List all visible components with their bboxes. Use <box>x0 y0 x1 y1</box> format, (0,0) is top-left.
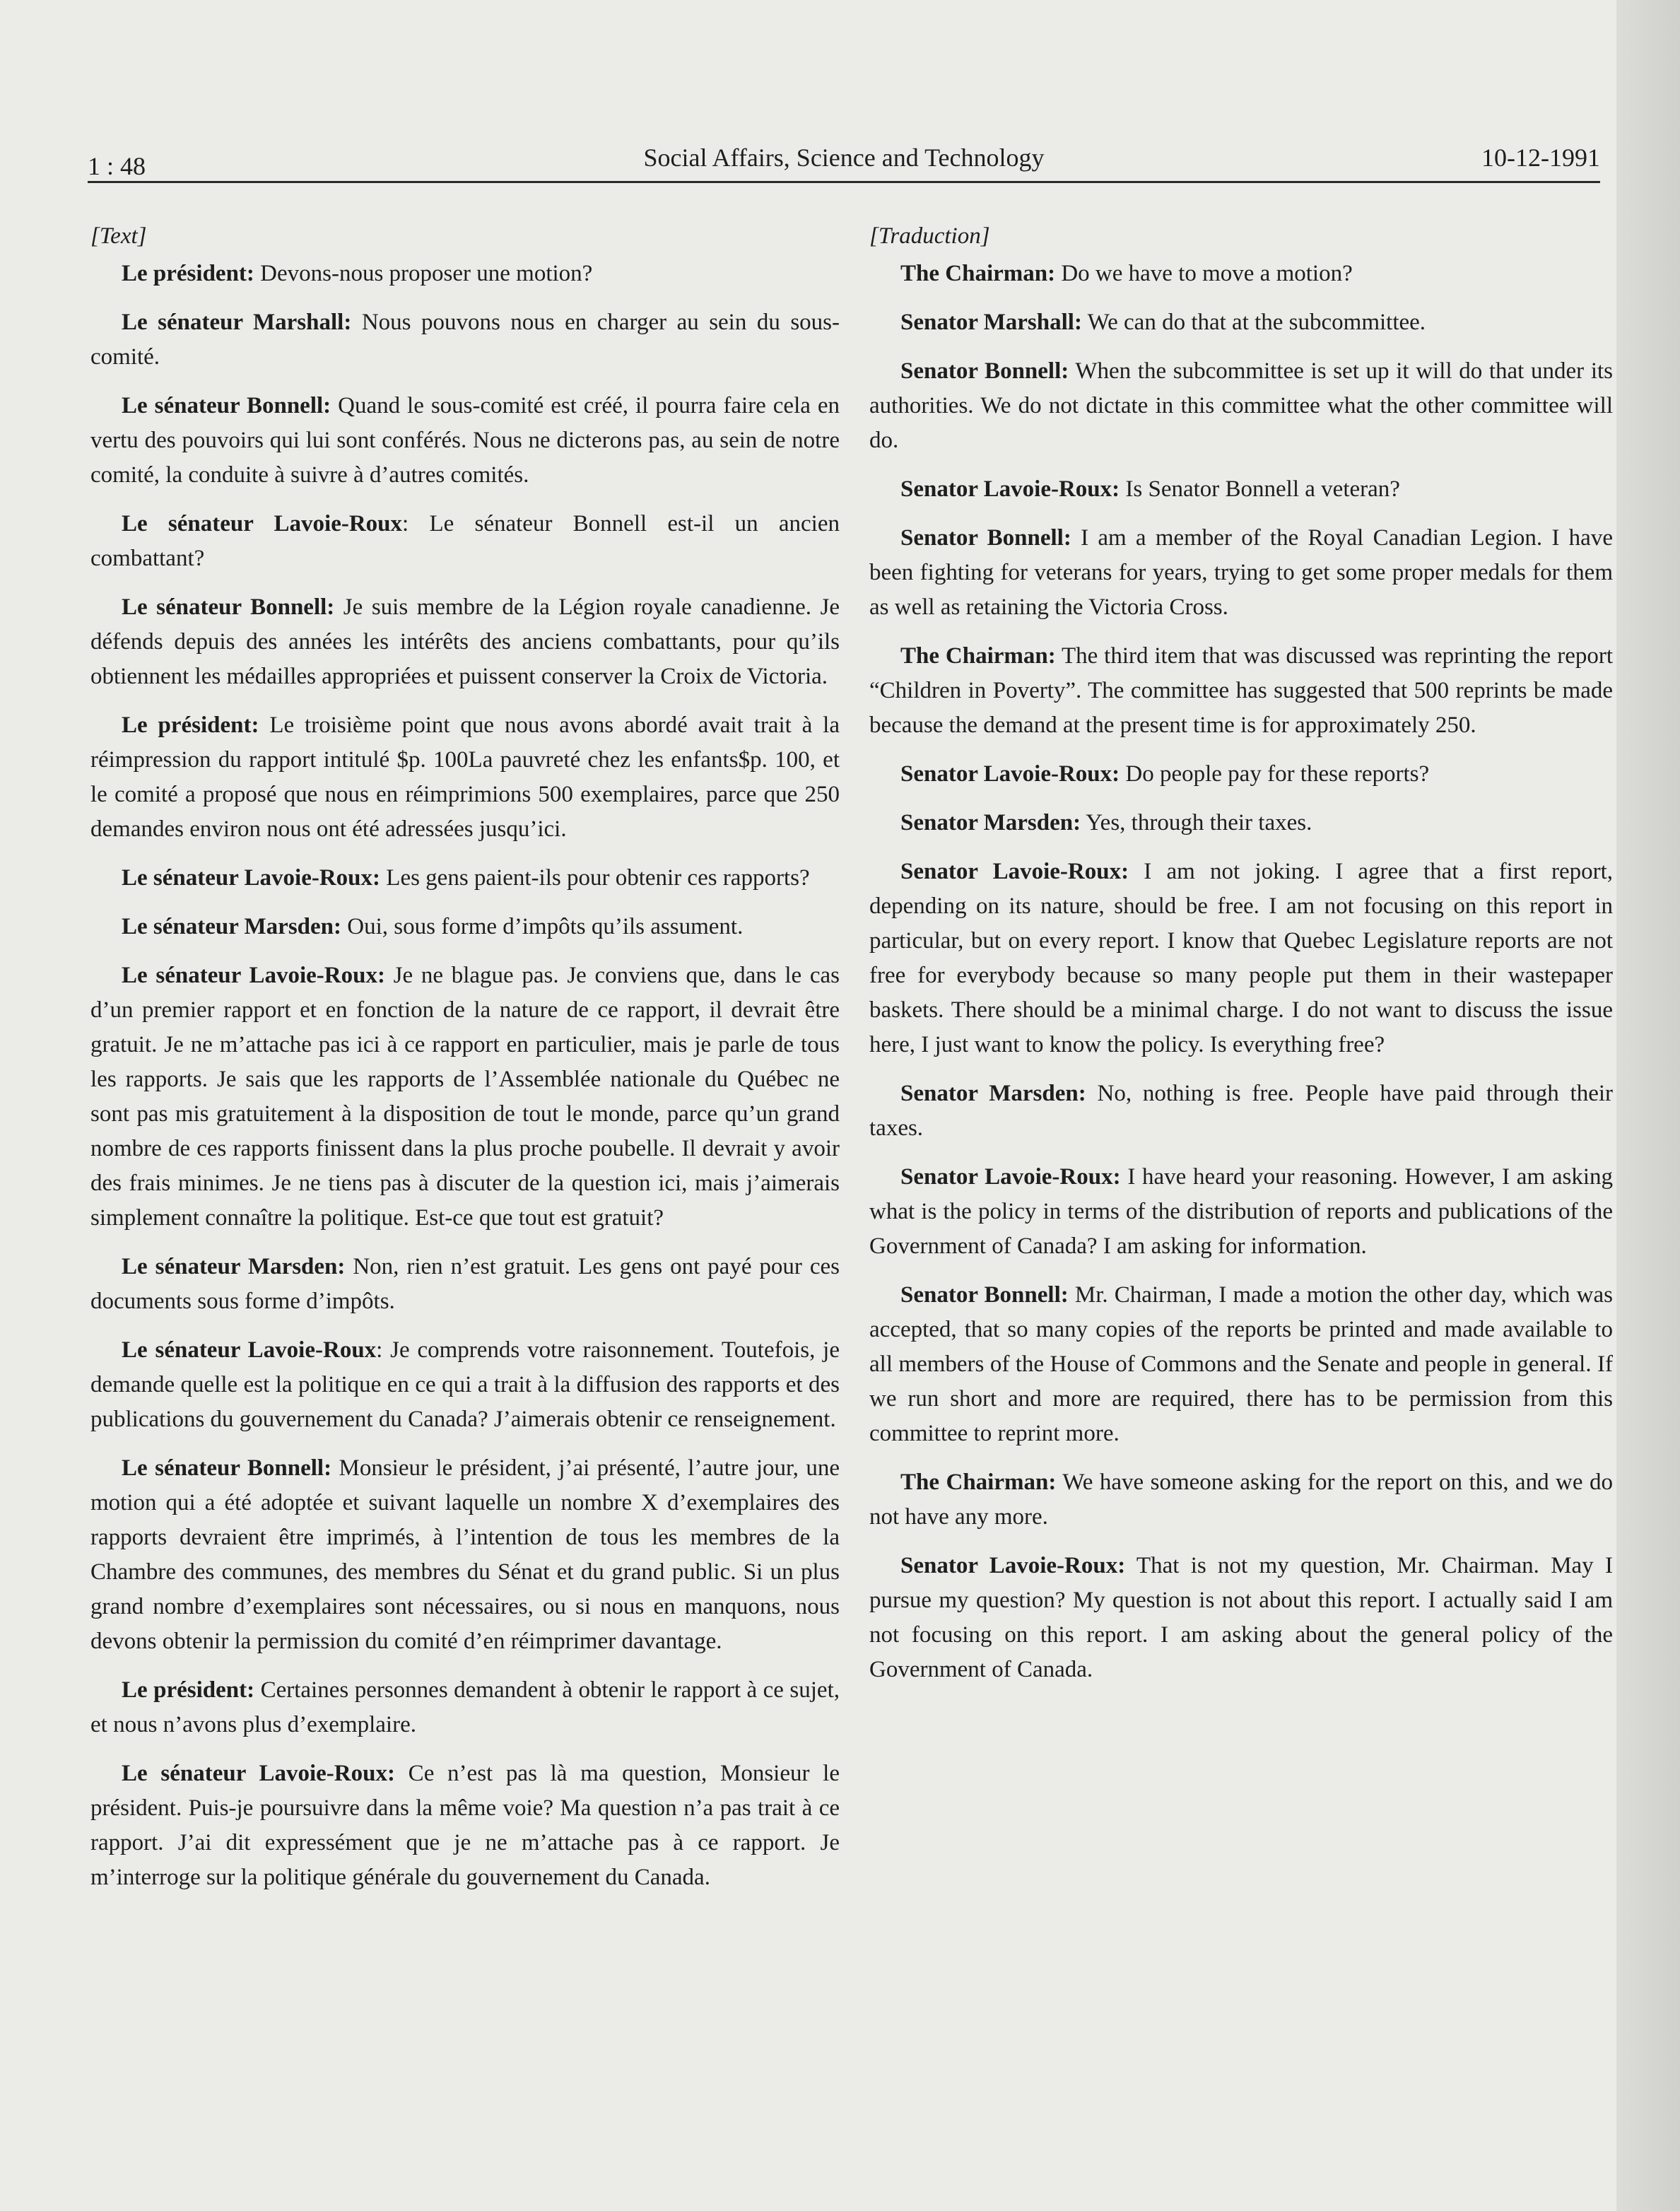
speech-text: Le troisième point que nous avons abordé avait trait à la réimpression du rapport intitulé $p. 100La pauvreté chez les enfants$p. 100, et le comité a proposé que nous en réimprimions 500 exemplaires, parce que 250 demandes environ nous ont été adressées jusqu’ici. <box>90 712 840 842</box>
speech-text: Is Senator Bonnell a veteran? <box>1120 476 1400 502</box>
speech-text: When the subcommittee is set up it will do that under its authorities. We do not dictate in this committee what the other committee will do. <box>869 358 1613 453</box>
speech-text: Quand le sous-comité est créé, il pourra faire cela en vertu des pouvoirs qui lui sont conférés. Nous ne dicterons pas, au sein de notre comité, la conduite à suivre à d’autres comités. <box>90 393 840 488</box>
speaker-name: Le sénateur Marsden: <box>122 914 342 939</box>
speech-text: Non, rien n’est gratuit. Les gens ont payé pour ces documents sous forme d’impôts. <box>90 1254 840 1314</box>
speech-text: Certaines personnes demandent à obtenir le rapport à ce sujet, et nous n’avons plus d’exemplaire. <box>90 1677 840 1737</box>
speaker-name: Le sénateur Lavoie-Roux: <box>122 1761 395 1786</box>
page-number: 1 : 48 <box>88 152 146 180</box>
speaker-name: Senator Lavoie-Roux: <box>900 1164 1121 1190</box>
speech-text: We can do that at the subcommittee. <box>1081 310 1426 335</box>
transcript-paragraph <box>90 389 840 493</box>
speaker-name: Le président: <box>122 1677 255 1703</box>
transcript-paragraph <box>90 257 840 291</box>
transcript-paragraph <box>869 1077 1613 1146</box>
transcript-paragraph <box>869 855 1613 1062</box>
speech-text: Oui, sous forme d’impôts qu’ils assument. <box>341 914 744 939</box>
speaker-name: Le sénateur Marsden: <box>122 1254 346 1279</box>
french-column <box>90 219 840 1909</box>
speech-text: We have someone asking for the report on this, and we do not have any more. <box>869 1470 1613 1530</box>
transcript-paragraph <box>869 639 1613 743</box>
running-title: Social Affairs, Science and Technology <box>643 143 1045 172</box>
speech-text: Do we have to move a motion? <box>1055 261 1353 286</box>
speech-text: Les gens paient-ils pour obtenir ces rapports? <box>380 865 810 891</box>
speaker-name: Senator Marsden: <box>900 810 1081 835</box>
transcript-paragraph <box>90 1757 840 1895</box>
transcript-paragraph <box>869 1160 1613 1264</box>
page-header <box>88 143 1600 182</box>
transcript-paragraph <box>869 521 1613 625</box>
transcript-paragraph <box>90 708 840 847</box>
speech-text: I am a member of the Royal Canadian Legion. I have been fighting for veterans for years, trying to get some proper medals for them as well as retaining the Victoria Cross. <box>869 525 1613 620</box>
transcript-paragraph <box>869 354 1613 458</box>
speaker-name: Senator Marsden: <box>900 1081 1086 1106</box>
speaker-name: The Chairman: <box>900 643 1056 669</box>
transcript-paragraph <box>869 806 1613 840</box>
speaker-name: Senator Bonnell: <box>900 1282 1069 1308</box>
transcript-paragraph <box>869 305 1613 340</box>
translation-marker: [Traduction] <box>869 223 990 249</box>
transcript-paragraph <box>869 257 1613 291</box>
speech-text: Nous pouvons nous en charger au sein du sous-comité. <box>90 310 840 370</box>
speaker-name: Senator Lavoie-Roux: <box>900 476 1120 502</box>
speaker-name: Senator Bonnell: <box>900 358 1069 384</box>
speaker-name: Le sénateur Lavoie-Roux: <box>122 963 385 988</box>
speech-text: Ce n’est pas là ma question, Monsieur le président. Puis-je poursuivre dans la même voie? Ma question n’a pas trait à ce rapport. J’ai dit expressément que je ne m’attache pas à ce rapport. Je m’interroge sur la politique générale du gouvernement du Canada. <box>90 1761 840 1890</box>
speaker-name: Senator Lavoie-Roux: <box>900 761 1120 787</box>
speech-text: Mr. Chairman, I made a motion the other day, which was accepted, that so many copies of the reports be printed and made available to all members of the House of Commons and the Senate and people in general. If we run short and more are required, there has to be permission from this committee to reprint more. <box>869 1282 1613 1446</box>
transcript-paragraph <box>90 910 840 944</box>
speech-text: Je ne blague pas. Je conviens que, dans le cas d’un premier rapport et en fonction de la nature de ce rapport, il devrait être gratuit. Je ne m’attache pas ici à ce rapport en particulier, mais je parle de tous les rapports. Je sais que les rapports de l’Assemblée nationale du Québec ne sont pas mis gratuitement à la disposition de tout le monde, parce qu’un grand nombre de ces rapports finissent dans la plus proche poubelle. Il devrait y avoir des frais minimes. Je ne tiens pas à discuter de la question ici, mais j’aimerais simplement connaître la politique. Est-ce que tout est gratuit? <box>90 963 840 1231</box>
transcript-paragraph <box>90 305 840 375</box>
transcript-paragraph <box>869 1278 1613 1451</box>
transcript-paragraph <box>90 1451 840 1659</box>
transcript-paragraph <box>90 1673 840 1742</box>
speech-text: Do people pay for these reports? <box>1120 761 1430 787</box>
speaker-name: The Chairman: <box>900 1470 1057 1495</box>
speaker-name: Senator Lavoie-Roux: <box>900 1553 1126 1578</box>
transcript-paragraph <box>90 507 840 576</box>
transcript-paragraph <box>869 757 1613 792</box>
speaker-name: Le sénateur Lavoie-Roux <box>122 511 403 536</box>
speaker-name: Le sénateur Marshall: <box>122 310 352 335</box>
transcript-paragraph <box>869 1465 1613 1535</box>
speaker-name: Le sénateur Bonnell: <box>122 594 335 620</box>
transcript-paragraph <box>90 590 840 694</box>
header-rule <box>88 181 1600 183</box>
speaker-name: Le sénateur Lavoie-Roux: <box>122 865 381 891</box>
speech-text: Devons-nous proposer une motion? <box>254 261 593 286</box>
page-date: 10-12-1991 <box>1481 143 1600 172</box>
english-column <box>869 219 1613 1701</box>
transcript-paragraph <box>869 472 1613 507</box>
transcript-paragraph <box>90 861 840 896</box>
transcript-paragraph <box>90 1333 840 1437</box>
speech-text: Yes, through their taxes. <box>1081 810 1312 835</box>
speech-text: Monsieur le président, j’ai présenté, l’autre jour, une motion qui a été adoptée et suivant laquelle un nombre X d’exemplaires des rapports devraient être imprimés, à l’intention de tous les membres de la Chambre des communes, des membres du Sénat et du grand public. Si un plus grand nombre d’exemplaires sont nécessaires, ou si nous en manquons, nous devons obtenir la permission du comité d’en réimprimer davantage. <box>90 1455 840 1654</box>
speech-text: I am not joking. I agree that a first report, depending on its nature, should be free. I am not focusing on this report in particular, but on every report. I know that Quebec Legislature reports are not free for everybody because so many people put them in their wastepaper baskets. There should be a minimal charge. I do not want to discuss the issue here, I just want to know the policy. Is everything free? <box>869 859 1613 1057</box>
speech-text: : Le sénateur Bonnell est-il un ancien combattant? <box>90 511 840 571</box>
speaker-name: Senator Bonnell: <box>900 525 1071 551</box>
speech-text: Je suis membre de la Légion royale canadienne. Je défends depuis des années les intérêts des anciens combattants, pour qu’ils obtiennent les médailles appropriées et puissent conserver la Croix de Victoria. <box>90 594 840 689</box>
speaker-name: Le sénateur Lavoie-Roux <box>122 1337 377 1363</box>
transcript-paragraph <box>90 1250 840 1319</box>
speech-text: That is not my question, Mr. Chairman. May I pursue my question? My question is not about this report. I actually said I am not focusing on this report. I am asking about the general policy of the Government of Canada. <box>869 1553 1613 1682</box>
speech-text: The third item that was discussed was reprinting the report “Children in Poverty”. The committee has suggested that 500 reprints be made because the demand at the present time is for approximately 250. <box>869 643 1613 738</box>
speech-text: : Je comprends votre raisonnement. Toutefois, je demande quelle est la politique en ce qui a trait à la diffusion des rapports et des publications du gouvernement du Canada? J’aimerais obtenir ce renseignement. <box>90 1337 840 1432</box>
page-edge <box>1616 0 1680 2211</box>
text-marker: [Text] <box>90 223 147 249</box>
speaker-name: The Chairman: <box>900 261 1056 286</box>
speech-text: I have heard your reasoning. However, I am asking what is the policy in terms of the distribution of reports and publications of the Government of Canada? I am asking for information. <box>869 1164 1614 1259</box>
speaker-name: Le président: <box>122 261 254 286</box>
transcript-paragraph <box>869 1549 1613 1687</box>
transcript-paragraph <box>90 958 840 1236</box>
speaker-name: Senator Lavoie-Roux: <box>900 859 1129 884</box>
speech-text: No, nothing is free. People have paid through their taxes. <box>869 1081 1613 1141</box>
speaker-name: Le président: <box>122 712 259 738</box>
speaker-name: Senator Marshall: <box>900 310 1082 335</box>
speaker-name: Le sénateur Bonnell: <box>122 393 331 418</box>
speaker-name: Le sénateur Bonnell: <box>122 1455 332 1481</box>
